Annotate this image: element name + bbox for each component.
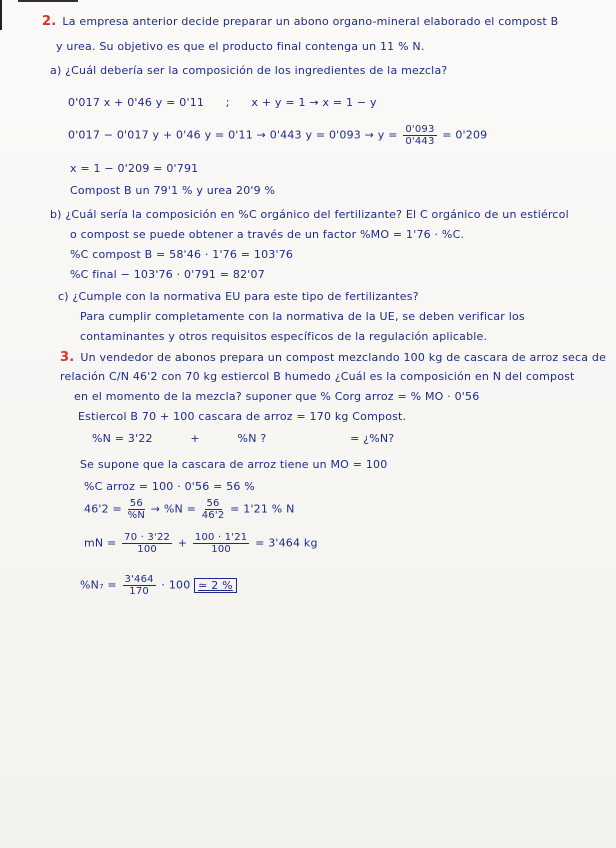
page-top-mark [18, 0, 78, 6]
q3-c-arroz: %C arroz = 100 · 0'56 = 56 % [84, 480, 255, 493]
q3-pn-left: %N₇ = [80, 578, 117, 592]
q3-mn-right: = 3'464 kg [255, 536, 318, 550]
q2-eq4: x = 1 − 0'209 = 0'791 [70, 162, 199, 175]
q3-pn-mid: · 100 [161, 578, 191, 592]
q3-ratio-left: 46'2 = [84, 502, 122, 516]
q3-ratio-num-2: 56 [206, 498, 220, 509]
q3-intro-text-1: Un vendedor de abonos prepara un compost mezclando 100 kg de cascara de arroz seca de [80, 351, 607, 364]
q3-ratio-right: = 1'21 % N [230, 502, 295, 516]
q2-b-line-2: %C final − 103'76 · 0'791 = 82'07 [70, 268, 265, 281]
q3-intro-line-2: relación C/N 46'2 con 70 kg estiercol B humedo ¿Cuál es la composición en N del compost [60, 370, 575, 383]
q3-pn-den: 170 [129, 586, 149, 597]
q3-pct-b: %N ? [237, 432, 267, 445]
q2-eq1-separator: ; [225, 96, 230, 109]
q2-a-answer: Compost B un 79'1 % y urea 20'9 % [70, 184, 276, 197]
q3-ratio-fraction-2 [202, 498, 225, 521]
q2-a-question: a) ¿Cuál debería ser la composición de los ingredientes de la mezcla? [50, 64, 448, 77]
q2-c-answer-2: contaminantes y otros requisitos específicos de la regulación aplicable. [80, 330, 488, 343]
q3-mn-plus: + [177, 536, 188, 550]
q2-b-question-2: o compost se puede obtener a través de un factor %MO = 1'76 · %C. [70, 228, 465, 241]
q3-mn-den-2: 100 [211, 544, 231, 555]
q3-intro-line-3: en el momento de la mezcla? suponer que % Corg arroz = % MO · 0'56 [74, 390, 480, 403]
q2-eq3-numerator: 0'093 [405, 124, 435, 135]
q3-pn-fraction [123, 574, 156, 597]
q3-assume: Se supone que la cascara de arroz tiene un MO = 100 [80, 458, 388, 471]
page-edge-mark [0, 0, 10, 30]
q2-eq2: x + y = 1 → x = 1 − y [251, 96, 377, 109]
q3-plus: + [190, 432, 200, 445]
q3-mn-line [84, 532, 318, 555]
q2-eq3-line [68, 124, 487, 147]
q3-intro-line-1 [60, 350, 606, 365]
q3-ratio-den-2: 46'2 [201, 510, 225, 521]
q2-b-line-1: %C compost B = 58'46 · 1'76 = 103'76 [70, 248, 294, 261]
q2-b-question-1: b) ¿Cuál sería la composición en %C orgánico del fertilizante? El C orgánico de un estiércol [50, 208, 569, 221]
q3-ratio-den-1: %N [127, 510, 146, 521]
q2-eq3-denominator: 0'443 [405, 136, 435, 147]
q2-intro-text-1: La empresa anterior decide preparar un abono organo-mineral elaborado el compost B [62, 15, 559, 28]
q3-ratio-num-1: 56 [129, 498, 143, 509]
q3-sum-line: Estiercol B 70 + 100 cascara de arroz = 170 kg Compost. [78, 410, 407, 423]
q3-mn-fraction-2 [193, 532, 249, 555]
q3-number: 3. [60, 350, 75, 365]
q3-pct-a: %N = 3'22 [92, 432, 153, 445]
q3-mn-fraction-1 [122, 532, 172, 555]
q2-eq1: 0'017 x + 0'46 y = 0'11 [68, 96, 205, 109]
q3-ratio-mid: → %N = [150, 502, 197, 516]
q3-percent-line [92, 432, 394, 445]
q3-ratio-fraction-1 [128, 498, 145, 521]
q3-mn-num-2: 100 · 1'21 [194, 532, 248, 543]
q2-c-question: c) ¿Cumple con la normativa EU para este tipo de fertilizantes? [58, 290, 419, 303]
q3-mn-num-1: 70 · 3'22 [124, 532, 171, 543]
q3-pn-result: ≃ 2 % [194, 578, 237, 593]
q2-eq1-line [68, 96, 377, 109]
q2-eq3-right: = 0'209 [442, 128, 488, 142]
q3-mn-den-1: 100 [137, 544, 157, 555]
q3-pct-c: = ¿%N? [350, 432, 395, 445]
q2-intro-line-1 [42, 14, 558, 29]
q2-eq3-left: 0'017 − 0'017 y + 0'46 y = 0'11 → 0'443 y = 0'093 → y = [68, 128, 398, 142]
q2-c-answer-1: Para cumplir completamente con la normativa de la UE, se deben verificar los [80, 310, 525, 323]
q3-pn-num: 3'464 [124, 574, 154, 585]
q2-intro-line-2: y urea. Su objetivo es que el producto final contenga un 11 % N. [56, 40, 425, 53]
q2-eq3-fraction [403, 124, 436, 147]
q3-mn-left: mN = [84, 536, 117, 550]
q2-number: 2. [42, 14, 57, 29]
q3-pn-line [80, 574, 237, 597]
q3-ratio-line [84, 498, 295, 521]
